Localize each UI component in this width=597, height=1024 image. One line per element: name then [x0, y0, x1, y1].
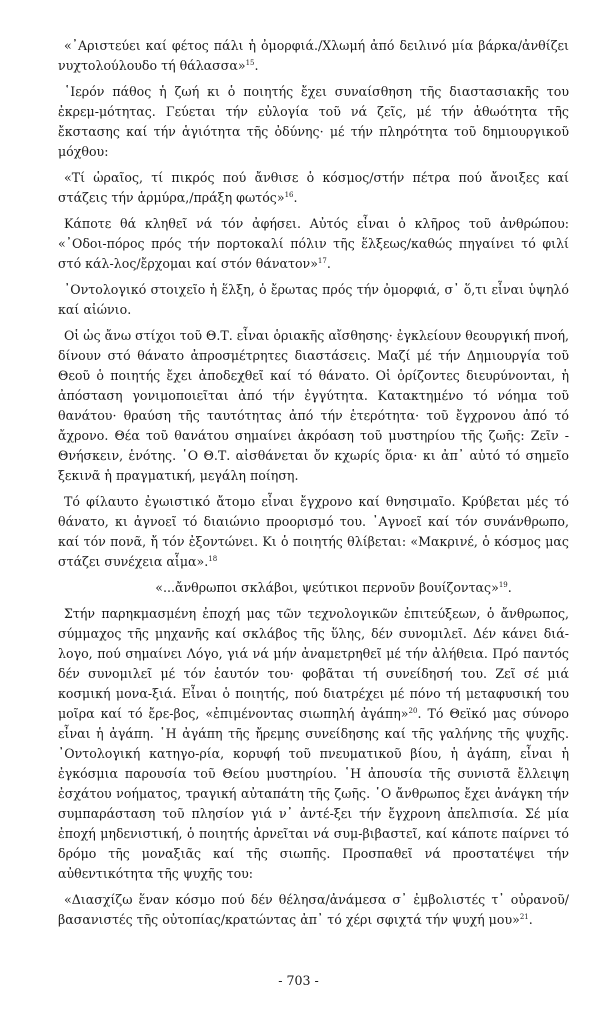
footnote-ref: 18: [208, 554, 218, 563]
footnote-ref: 19: [498, 580, 508, 589]
paragraph: ῾Ιερόν πάθος ἡ ζωή κι ὁ ποιητής ἔχει συναίσθηση τῆς διαστασιακῆς του ἐκρεμ-μότητας. Γεύεται τήν εὐλογία τοῦ νά ζεῖς, μέ τήν ἀθωότητα τῆς ἔκστασης καί τήν ἁγιότητα τῆς ὀδύνης· μέ τήν πληρότητα τοῦ δημιουργικοῦ μόχθου:: [58, 84, 569, 159]
quote-line: «...ἄνθρωποι σκλάβοι, ψεύτικοι περνοῦν βουίζοντας»$^{19}$.: [155, 580, 512, 595]
footnote-ref: 15: [245, 58, 255, 67]
footnote-ref: 20: [408, 706, 418, 715]
paragraph: «Διασχίζω ἕναν κόσμο πού δέν θέλησα/ἀνάμεσα σ᾿ ἐμβολιστές τ᾿ οὐρανοῦ/βασανιστές τῆς οὐτοπίας/κρατώντας ἀπ᾿ τό χέρι σφιχτά τήν ψυχή μου»$^{21}$.: [58, 892, 569, 927]
footnote-ref: 21: [519, 912, 529, 921]
paragraph: «Τί ὡραῖος, τί πικρός πού ἄνθισε ὁ κόσμος/στήν πέτρα πού ἄνοιξες καί στάζεις τήν ἁρμύρα,/πράξη φωτός»$^{16}$.: [58, 170, 569, 205]
paragraph: Στήν παρηκμασμένη ἐποχή μας τῶν τεχνολογικῶν ἐπιτεύξεων, ὁ ἄνθρωπος, σύμμαχος τῆς μηχανῆς καί σκλάβος τῆς ὕλης, δέν συνομιλεῖ. Δέν κάνει διά-λογο, πού σημαίνει Λόγο, γιά νά μήν ἀναμετρηθεῖ μέ τήν ἀλήθεια. Πρό παντός δέν συνομιλεῖ μέ τόν ἑαυτόν του· φοβᾶται τή συνείδησή του. Ζεῖ σέ μιά κοσμική μονα-ξιά. Εἶναι ὁ ποιητής, πού διατρέχει μέ πόνο τή μεταφυσική του μοῖρα καί τό ἔρε-βος, «ἐπιμένοντας σιωπηλή ἀγάπη»$^{20}$. Τό Θεϊκό μας σύνορο εἶναι ἡ ἀγάπη. ῾Η ἀγάπη τῆς ἤρεμης συνείδησης καί τῆς γαλήνης τῆς ψυχῆς. ᾿Οντολογική κατηγο-ρία, κορυφή τοῦ πνευματικοῦ βίου, ἡ ἀγάπη, εἶναι ἡ ἐγκόσμια παρουσία τοῦ Θείου μυστηρίου. ῾Η ἀπουσία τῆς συνιστᾶ ἔλλειψη ἐσχάτου νοήματος, τραγική αὐταπάτη τῆς ζωῆς. ῾Ο ἄνθρωπος ἔχει ἀνάγκη τήν συμπαράσταση τοῦ πλησίον γιά ν᾿ ἀντέ-ξει τήν ἔγχρονη ἀπελπισία. Σέ μία ἐποχή μηδενιστική, ὁ ποιητής ἀρνεῖται νά συμ-βιβαστεῖ, καί κάποτε παίρνει τό δρόμο τῆς μοναξιᾶς καί τῆς σιωπῆς. Προσπαθεῖ νά προστατέψει τήν αὐθεντικότητα τῆς ψυχῆς του:: [58, 606, 569, 881]
paragraph: Κάποτε θά κληθεῖ νά τόν ἀφήσει. Αὐτός εἶναι ὁ κλῆρος τοῦ ἀνθρώπου: «᾿Οδοι-πόρος πρός τήν πορτοκαλί πόλιν τῆς ἕλξεως/καθώς πηγαίνει τό φιλί στό κάλ-λος/ἔρχομαι καί στόν θάνατον»$^{17}$.: [58, 216, 569, 271]
page-number: - 703 -: [278, 973, 319, 988]
paragraph: ᾿Οντολογικό στοιχεῖο ἡ ἕλξη, ὁ ἔρωτας πρός τήν ὀμορφιά, σ᾿ ὅ,τι εἶναι ὑψηλό καί αἰώνιο.: [58, 282, 569, 317]
paragraph: Τό φίλαυτο ἐγωιστικό ἄτομο εἶναι ἔγχρονο καί θνησιμαῖο. Κρύβεται μές τό θάνατο, κι ἀγνοεῖ τό διαιώνιο προορισμό του. ᾿Αγνοεῖ καί τόν συνάνθρωπο, καί τόν πονᾶ, ἤ τόν ἐξοντώνει. Κι ὁ ποιητής θλίβεται: «Μακρινέ, ὁ κόσμος μας στάζει συνέχεια αἷμα».$^{18}$: [58, 494, 569, 569]
footnote-ref: 16: [284, 190, 294, 199]
paragraph: «᾿Αριστεύει καί φέτος πάλι ἡ ὀμορφιά./Χλωμή ἀπό δειλινό μία βάρκα/ἀνθίζει νυχτολούλουδο τή θάλασσα»$^{15}$.: [58, 38, 569, 73]
paragraph: Οἱ ὡς ἄνω στίχοι τοῦ Θ.Τ. εἶναι ὁριακῆς αἴσθησης· ἐγκλείουν θεουργική πνοή, δίνουν στό θάνατο ἀπροσμέτρητες διαστάσεις. Μαζί μέ τήν Δημιουργία τοῦ Θεοῦ ὁ ποιητής ἔχει ἀποδεχθεῖ καί τό θάνατο. Οἱ ὁρίζοντες διευρύνονται, ἡ ἀπόσταση γονιμοποιεῖται ἀπό τήν ἐγγύτητα. Κατακτημένο τό νόημα τοῦ θανάτου· θραύση τῆς ταυτότητας ἀπό τήν ἑτερότητα· τοῦ ἔγχρονου ἀπό τό ἄχρονο. Θέα τοῦ θανάτου σημαίνει ἀκρόαση τοῦ μυστηρίου τῆς ζωῆς: Ζεῖν - Θνήσκειν, ἑνότης. ῾Ο Θ.Τ. αἰσθάνεται ὄν κχωρίς ὅρια· κι ἀπ᾿ αὐτό τό σημεῖο ξεκινᾶ ἡ πραγματική, μεγάλη ποίηση.: [58, 328, 569, 483]
footnote-ref: 17: [317, 256, 327, 265]
